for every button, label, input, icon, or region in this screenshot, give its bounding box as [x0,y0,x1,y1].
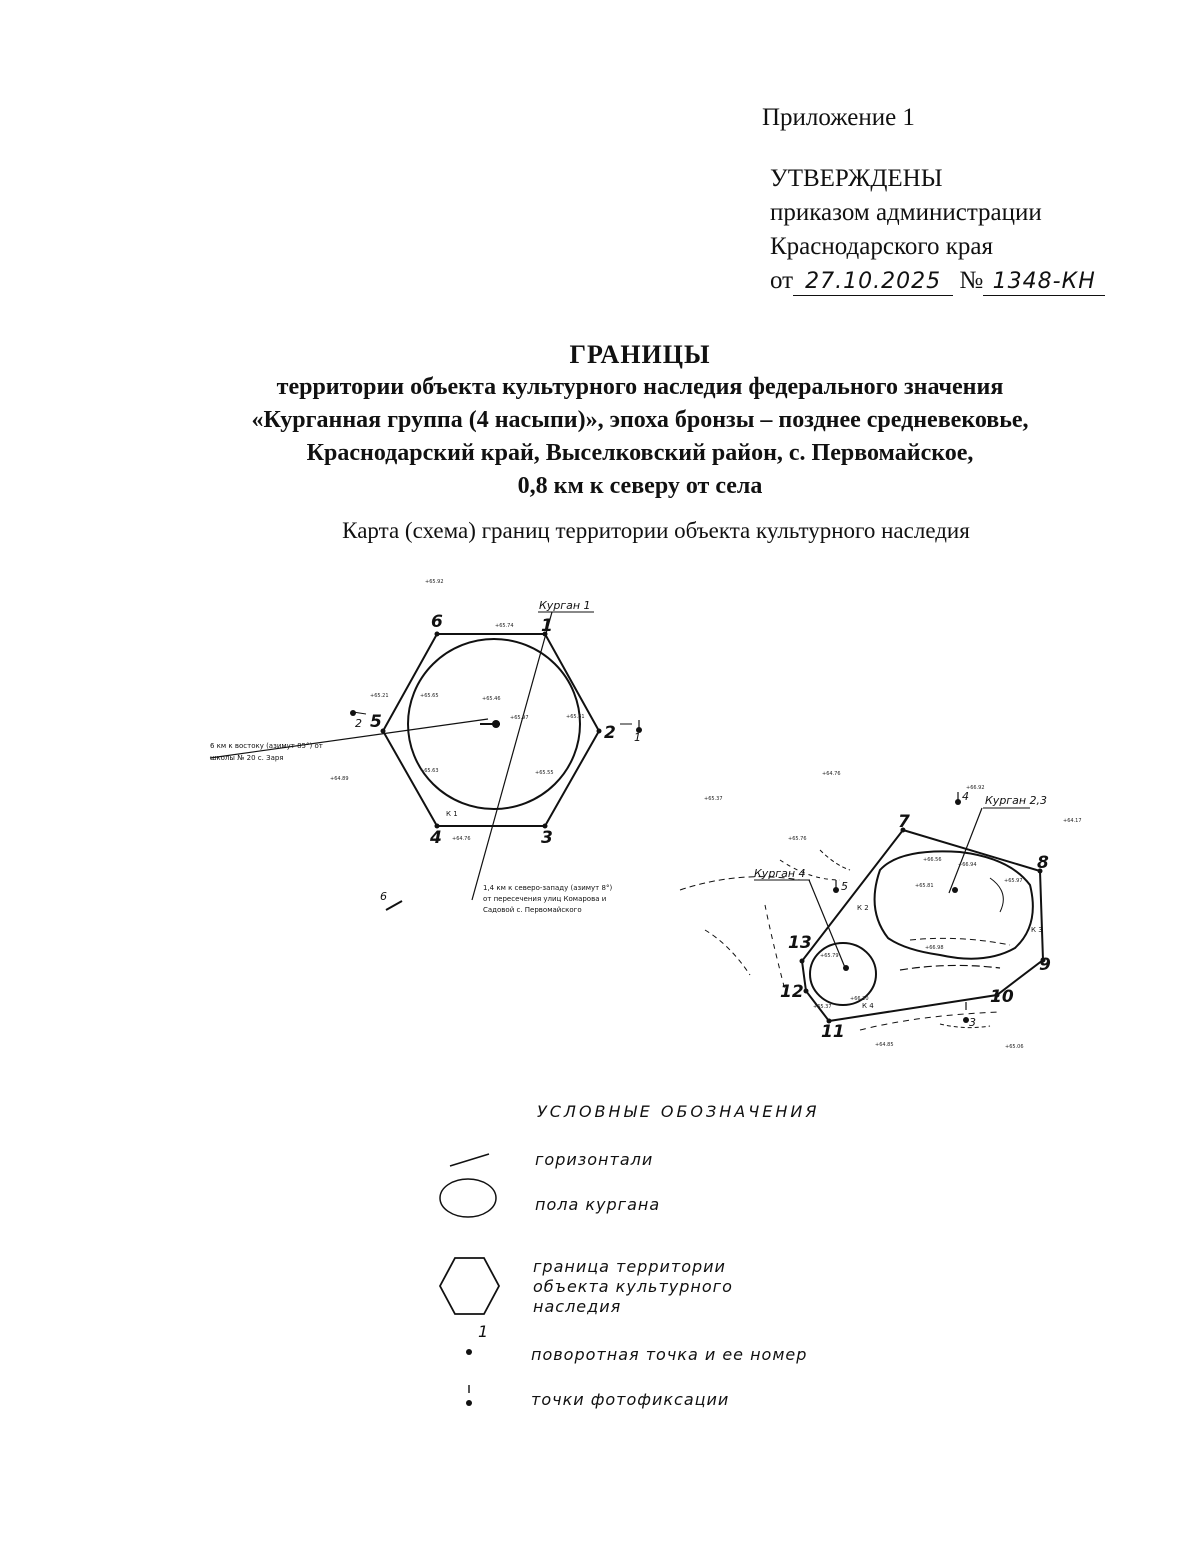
title-line-3: Краснодарский край, Выселковский район, с. Первомайское, [306,440,974,466]
turn-point-6: 6 [431,612,443,632]
legend-mound-symbol [440,1179,496,1217]
spot-height: +65.76 [788,836,807,842]
approved-heading: УТВЕРЖДЕНЫ [770,165,943,192]
reference-line-east [210,719,488,758]
photo-point-6: 6 [380,890,387,903]
label-k4: К 4 [862,1002,874,1010]
spot-height: +65.37 [704,796,723,802]
turn-point-5: 5 [370,712,382,732]
spot-height: +65.97 [510,715,529,721]
legend-contours: горизонтали [535,1150,654,1169]
label-kurgan-1: Курган 1 [539,599,591,612]
spot-height: +65.37 [813,1004,832,1010]
spot-height: +65.97 [1004,878,1023,884]
legend-photo-point-symbol [466,1400,472,1406]
note-nw-line-3: Садовой с. Первомайского [483,906,582,914]
approved-authority: Краснодарского края [770,233,993,260]
legend-contour-symbol [450,1154,489,1166]
label-k1: К 1 [446,810,458,818]
reference-line-northwest [472,612,552,900]
legend-photo-points: точки фотофиксации [531,1390,730,1409]
turn-point-13: 13 [788,933,812,953]
note-east-line-2: школы № 20 с. Заря [210,754,284,762]
spot-height: +65.21 [370,693,389,699]
spot-height: +65.06 [1005,1044,1024,1050]
appendix-label: Приложение 1 [762,104,915,131]
spot-height: +65.46 [482,696,501,702]
spot-height: +66.98 [925,945,944,951]
turn-point-10: 10 [990,987,1014,1007]
legend-title: УСЛОВНЫЕ ОБОЗНАЧЕНИЯ [537,1102,820,1121]
photo-point-1: 1 [634,731,641,744]
label-kurgan-2-3: Курган 2,3 [985,794,1048,807]
label-k3: К 3 [1031,926,1043,934]
number-prefix: № [959,267,984,294]
note-east-line-1: 6 км к востоку (азимут 85°) от [210,742,323,750]
legend-turn-point-number: 1 [478,1322,490,1341]
title-line-1: территории объекта культурного наследия федерального значения [276,374,1004,400]
photo-point-2: 2 [355,717,362,730]
turn-point-4: 4 [430,828,442,848]
approved-by: приказом администрации [770,199,1042,226]
legend-turn-point: поворотная точка и ее номер [531,1345,808,1364]
photo-point-4: 4 [962,790,969,803]
spot-height: +64.76 [822,771,841,777]
boundary-polygon-kurgan-1 [383,634,599,826]
spot-height: +65.65 [420,693,439,699]
spot-height: +65.74 [495,623,514,629]
legend-boundary-line-2: объекта культурного [533,1277,733,1296]
spot-height: +66.92 [966,785,985,791]
approval-date: 27.10.2025 [793,269,953,296]
spot-height: +66.20 [850,996,869,1002]
spot-height: +66.94 [958,862,977,868]
photo-point-4-dot [955,799,961,805]
map-caption: Карта (схема) границ территории объекта культурного наследия [342,518,970,543]
turn-point-11: 11 [821,1022,845,1042]
spot-height: +65.92 [425,579,444,585]
spot-height: +65.81 [566,714,585,720]
spot-height: +64.85 [875,1042,894,1048]
turn-point-12: 12 [780,982,804,1002]
approval-number: 1348-КН [983,269,1105,296]
legend-turn-point-symbol [466,1349,472,1355]
spot-height: +65.63 [420,768,439,774]
label-k2: К 2 [857,904,869,912]
photo-point-3: 3 [969,1016,976,1029]
label-kurgan-4: Курган 4 [754,867,806,880]
legend-boundary-line-1: граница территории [533,1257,726,1276]
spot-height: +64.17 [1063,818,1082,824]
turn-point-9: 9 [1039,955,1051,975]
note-nw-line-2: от пересечения улиц Комарова и [483,895,607,903]
photo-point-5-dot [833,887,839,893]
legend-boundary-line-3: наследия [533,1297,622,1316]
date-prefix: от [770,267,794,294]
legend-boundary-symbol [440,1258,499,1314]
spot-height: +65.79 [820,953,839,959]
note-nw-line-1: 1,4 км к северо-западу (азимут 8°) [483,884,613,892]
spot-heights [330,579,1082,1050]
turn-point-1: 1 [541,616,553,636]
turn-point-8: 8 [1037,853,1049,873]
legend-mound-base: пола кургана [535,1195,661,1214]
spot-height: +65.55 [535,770,554,776]
mound-base-kurgans-2-3 [875,851,1033,958]
spot-height: +65.81 [915,883,934,889]
spot-height: +64.89 [330,776,349,782]
title-heading: ГРАНИЦЫ [569,340,711,369]
spot-height: +66.56 [923,857,942,863]
turn-point-2: 2 [604,723,616,743]
title-line-4: 0,8 км к северу от села [517,473,763,499]
photo-point-5: 5 [841,880,848,893]
turn-point-7: 7 [898,812,910,832]
turn-point-3: 3 [541,828,553,848]
spot-height: +64.76 [452,836,471,842]
photo-point-2-dot [350,710,356,716]
title-line-2: «Курганная группа (4 насыпи)», эпоха бронзы – позднее средневековье, [251,407,1029,433]
